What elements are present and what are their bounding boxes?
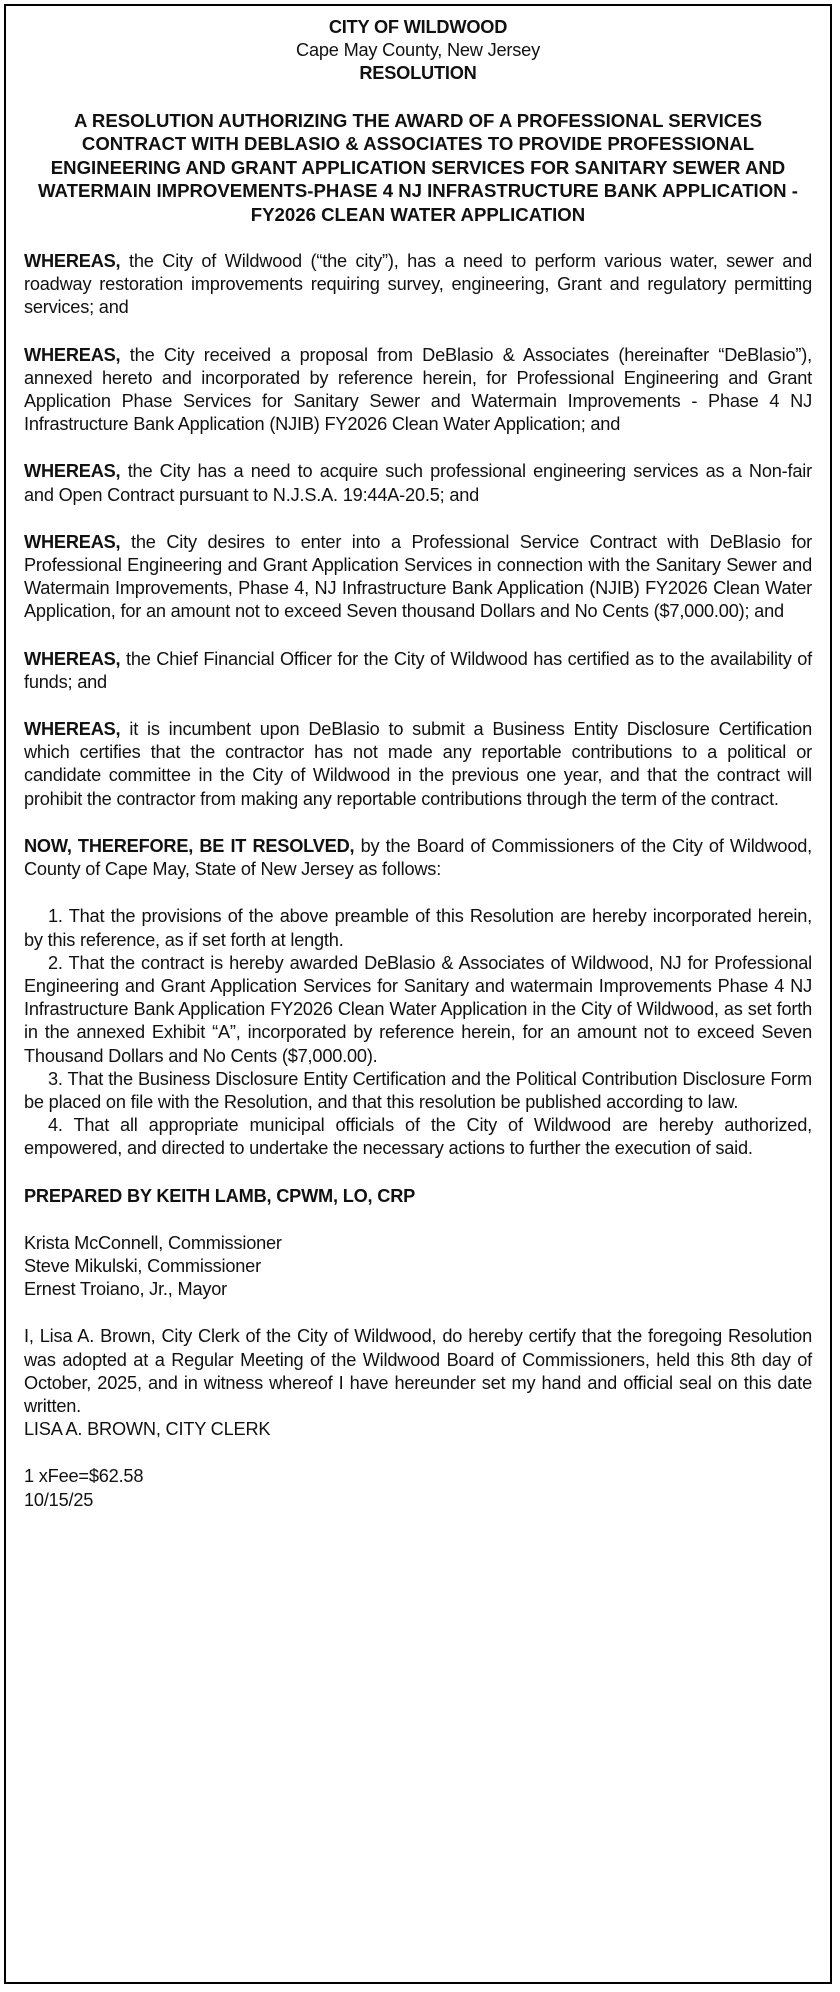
- publication-date: 10/15/25: [24, 1489, 94, 1510]
- whereas-lead: WHEREAS,: [24, 719, 121, 740]
- resolved-clause: [24, 835, 812, 881]
- whereas-lead: WHEREAS,: [24, 531, 121, 552]
- resolution-item: 3. That the Business Disclosure Entity Certification and the Political Contribution Disclosure Form be placed on file with the Resolution, and that this resolution be published according to law.: [24, 1068, 812, 1112]
- whereas-clause: [24, 718, 812, 811]
- clerk-certification: I, Lisa A. Brown, City Clerk of the City of Wildwood, do hereby certify that the foregoing Resolution was adopted at a Regular Meeting of the Wildwood Board of Commissioners, held this 8th day of October, 2025, and in witness whereof I have hereunder set my hand and official seal on this date written.: [24, 1326, 812, 1416]
- signatory: Ernest Troiano, Jr., Mayor: [24, 1279, 228, 1300]
- whereas-text: the Chief Financial Officer for the City of Wildwood has certified as to the availability of funds; and: [24, 648, 812, 692]
- prepared-by: PREPARED BY KEITH LAMB, CPWM, LO, CRP: [24, 1185, 416, 1206]
- resolution-items: [24, 905, 812, 1160]
- signatories: [24, 1232, 812, 1302]
- whereas-text: the City of Wildwood (“the city”), has a need to perform various water, sewer and roadway restoration improvements requiring survey, engineering, Grant and regulatory permitting services; and: [24, 251, 812, 318]
- whereas-clause: [24, 460, 812, 506]
- resolution-item: 2. That the contract is hereby awarded DeBlasio & Associates of Wildwood, NJ for Professional Engineering and Grant Application Services for Sanitary and watermain Improvements Phase 4 NJ Infrastructure Bank Application FY2026 Clean Water Application in the City of Wildwood, as set forth in the annexed Exhibit “A”, incorporated by reference herein, for an amount not to exceed Seven Thousand Dollars and No Cents ($7,000.00).: [24, 952, 812, 1066]
- resolution-item: 1. That the provisions of the above preamble of this Resolution are hereby incorporated herein, by this reference, as if set forth at length.: [24, 906, 812, 950]
- county-line: Cape May County, New Jersey: [296, 40, 540, 60]
- fee-line: 1 xFee=$62.58: [24, 1466, 144, 1487]
- whereas-lead: WHEREAS,: [24, 251, 121, 272]
- whereas-text: the City received a proposal from DeBlasio & Associates (hereinafter “DeBlasio”), annexed hereto and incorporated by reference herein, for Professional Engineering and Grant Application Phase Services for Sanitary Sewer and Watermain Improvements - Phase 4 NJ Infrastructure Bank Application (NJIB) FY2026 Clean Water Application; and: [24, 344, 812, 435]
- legal-notice: [4, 4, 832, 1984]
- whereas-text: it is incumbent upon DeBlasio to submit a Business Entity Disclosure Certification which certifies that the contractor has not made any reportable contributions to a political or candidate committee in the City of Wildwood in the previous one year, and that the contract will prohibit the contractor from making any reportable contributions through the term of the contract.: [24, 719, 812, 809]
- resolved-lead: NOW, THEREFORE, BE IT RESOLVED,: [24, 835, 355, 856]
- notice-header: [24, 16, 812, 85]
- resolution-item: 4. That all appropriate municipal officials of the City of Wildwood are hereby authorized, empowered, and directed to undertake the necessary actions to further the execution of said.: [24, 1115, 812, 1159]
- signatory: Krista McConnell, Commissioner: [24, 1232, 282, 1253]
- resolution-title: A RESOLUTION AUTHORIZING THE AWARD OF A PROFESSIONAL SERVICES CONTRACT WITH DEBLASIO & ASSOCIATES TO PROVIDE PROFESSIONAL ENGINEERING AND GRANT APPLICATION SERVICES FOR SANITARY SEWER AND WATERMAIN IMPROVEMENTS-PHASE 4 NJ INFRASTRUCTURE BANK APPLICATION - FY2026 CLEAN WATER APPLICATION: [38, 110, 798, 225]
- whereas-text: the City has a need to acquire such professional engineering services as a Non-fair and Open Contract pursuant to N.J.S.A. 19:44A-20.5; and: [24, 461, 812, 505]
- resolved-text: by the Board of Commissioners of the City of Wildwood, County of Cape May, State of New Jersey as follows:: [24, 835, 813, 880]
- clerk-name: LISA A. BROWN, CITY CLERK: [24, 1419, 271, 1440]
- whereas-lead: WHEREAS,: [24, 344, 121, 365]
- signatory: Steve Mikulski, Commissioner: [24, 1255, 261, 1276]
- whereas-clause: [24, 531, 812, 624]
- whereas-clause: [24, 344, 812, 437]
- whereas-text: the City desires to enter into a Professional Service Contract with DeBlasio for Professional Engineering and Grant Application Services in connection with the Sanitary Sewer and Watermain Improvements, Phase 4, NJ Infrastructure Bank Application (NJIB) FY2026 Clean Water Application, for an amount not to exceed Seven thousand Dollars and No Cents ($7,000.00); and: [24, 531, 812, 622]
- whereas-clause: [24, 648, 812, 694]
- whereas-lead: WHEREAS,: [24, 648, 121, 669]
- whereas-clause: [24, 250, 812, 320]
- whereas-lead: WHEREAS,: [24, 461, 121, 482]
- document-type: RESOLUTION: [359, 63, 477, 83]
- city-name: CITY OF WILDWOOD: [328, 17, 508, 37]
